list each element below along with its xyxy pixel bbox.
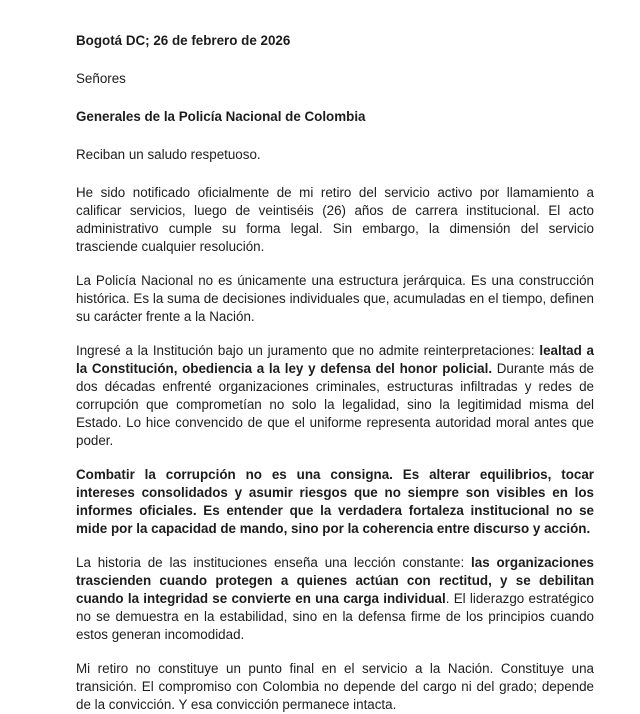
paragraph-history [76, 554, 594, 644]
oath-bold-text: lealtad a la Constitución, obediencia a la ley y defensa del honor policial. [76, 343, 594, 376]
paragraph-oath [76, 342, 594, 450]
salutation: Señores [76, 71, 126, 86]
paragraph-corruption: Combatir la corrupción no es una consigna. Es alterar equilibrios, tocar intereses consolidados y asumir riesgos que no siempre son visibles en los informes oficiales. Es entender que la verdadera fortaleza institucional no se mide por la capacidad de mando, sino por la coherencia entre discurso y acción. [76, 467, 594, 536]
history-text-start: La historia de las instituciones enseña una lección constante: [76, 555, 472, 570]
recipient: Generales de la Policía Nacional de Colombia [76, 109, 366, 124]
history-bold-text: las organizaciones trascienden cuando protegen a quienes actúan con rectitud, y se debilitan cuando la integridad se convierte en una carga individual [76, 555, 594, 606]
history-text-end: . El liderazgo estratégico no se demuestra en la estabilidad, sino en la defensa firme de los principios cuando estos generan incomodidad. [76, 591, 595, 642]
oath-text-start: Ingresé a la Institución bajo un juramento que no admite reinterpretaciones: [76, 343, 540, 358]
paragraph-retirement-notice: He sido notificado oficialmente de mi retiro del servicio activo por llamamiento a calificar servicios, luego de veintiséis (26) años de carrera institucional. El acto administrativo cumple su forma legal. Sin embargo, la dimensión del servicio trasciende cualquier resolución. [76, 185, 594, 254]
paragraph-institution: La Policía Nacional no es únicamente una estructura jerárquica. Es una construcción histórica. Es la suma de decisiones individuales que, acumuladas en el tiempo, definen su carácter frente a la Nación. [76, 273, 594, 324]
oath-text-end: Durante más de dos décadas enfrenté organizaciones criminales, estructuras infiltradas y redes de corrupción que comprometían no solo la legalidad, sino la legitimidad misma del Estado. Lo hice convencido de que el uniforme representa autoridad moral antes que poder. [76, 361, 594, 448]
date-line: Bogotá DC; 26 de febrero de 2026 [76, 33, 291, 48]
greeting: Reciban un saludo respetuoso. [76, 147, 261, 162]
paragraph-closing: Mi retiro no constituye un punto final en el servicio a la Nación. Constituye una transición. El compromiso con Colombia no depende del cargo ni del grado; depende de la convicción. Y esa convicción permanece intacta. [76, 661, 594, 712]
